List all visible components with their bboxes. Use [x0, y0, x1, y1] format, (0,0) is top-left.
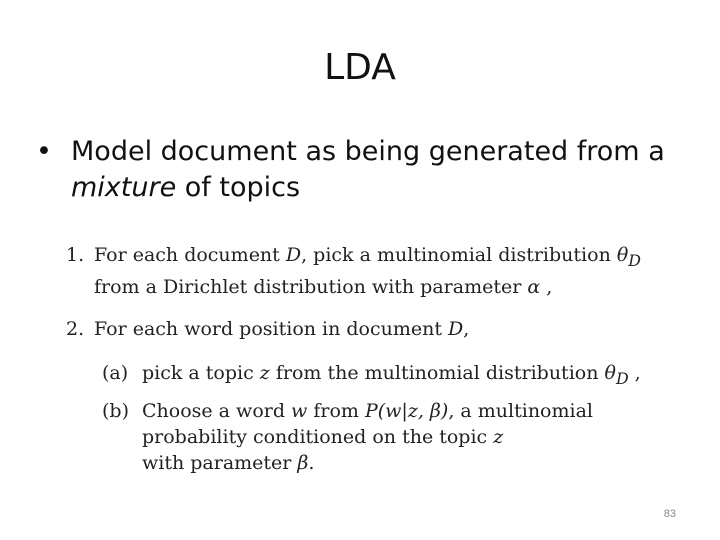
theta-subscript: D — [615, 368, 629, 388]
alpha-symbol: α — [527, 275, 541, 298]
substep-b-text-1: Choose a word — [142, 399, 292, 422]
substep-a-text-2: from the multinomial distribution — [269, 361, 605, 384]
bullet-emphasis: mixture — [71, 172, 177, 203]
bullet-icon: • — [36, 136, 52, 167]
substep-a-line — [142, 360, 666, 392]
substep-b-text-2: from — [307, 399, 365, 422]
step-2-number: 2. — [66, 317, 85, 340]
step-2-substeps — [102, 360, 666, 476]
bullet-text-end: of topics — [176, 172, 301, 203]
step-1-line-1 — [94, 242, 666, 274]
document-variable: D — [285, 244, 302, 266]
substep-b-line-3-text: with parameter — [142, 451, 298, 474]
step-1-line-2-text: from a Dirichlet distribution with parameter — [94, 275, 528, 298]
probability-expression: P(w|z, β) — [364, 399, 449, 422]
substep-b-label: (b) — [102, 399, 129, 422]
substep-a — [102, 360, 666, 392]
substep-b-line-1 — [142, 398, 666, 424]
step-2-line — [94, 316, 666, 342]
step-2 — [66, 316, 666, 476]
step-1-text: For each document — [94, 244, 286, 266]
topic-variable: z — [493, 425, 504, 448]
theta-symbol: θ — [616, 244, 629, 266]
substep-b-text-3: , a multinomial — [448, 399, 593, 422]
substep-b-line-2 — [142, 424, 666, 450]
substep-a-end: , — [628, 361, 641, 384]
step-1-text-mid: , pick a multinomial distribution — [301, 244, 617, 266]
theta-subscript: D — [628, 250, 641, 270]
substep-b-line-2-text: probability conditioned on the topic — [142, 425, 494, 448]
document-variable: D — [448, 317, 464, 340]
topic-variable: z — [259, 361, 270, 384]
substep-b-line-3-end: . — [308, 451, 315, 474]
generative-process — [66, 242, 666, 476]
substep-a-label: (a) — [102, 361, 129, 384]
bullet-point — [36, 134, 686, 206]
substep-a-text-1: pick a topic — [142, 361, 260, 384]
bullet-text-start: Model document as being generated from a — [71, 136, 665, 167]
beta-symbol: β — [297, 451, 309, 474]
slide-number: 83 — [663, 508, 676, 520]
substep-b — [102, 398, 666, 476]
theta-symbol: θ — [604, 361, 616, 384]
step-2-end: , — [463, 317, 470, 340]
word-variable: w — [291, 399, 308, 422]
step-2-text: For each word position in document — [94, 317, 449, 340]
substep-b-line-3 — [142, 450, 666, 476]
step-1-line-2-end: , — [540, 275, 553, 298]
step-1 — [66, 242, 666, 300]
step-1-line-2 — [94, 274, 666, 300]
bullet-text — [71, 134, 686, 206]
slide-title: LDA — [324, 47, 396, 88]
step-1-number: 1. — [66, 244, 85, 266]
